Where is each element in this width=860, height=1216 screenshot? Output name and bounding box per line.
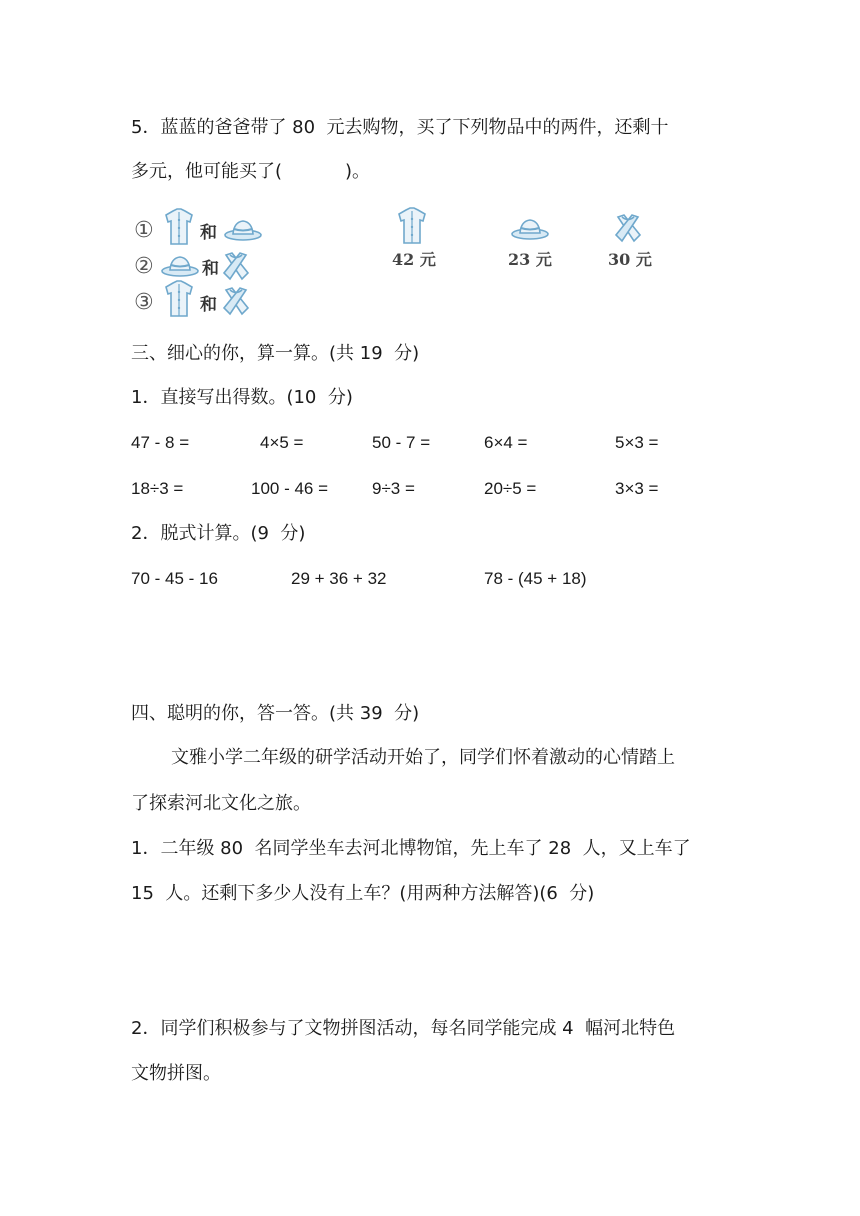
hat-icon <box>160 252 200 278</box>
section-3-title: 三、细心的你，算一算。(共 19 分) <box>131 343 420 364</box>
section-3-q1-title: 1．直接写出得数。(10 分) <box>131 387 353 408</box>
calc-item: 70 - 45 - 16 <box>131 569 218 588</box>
section-4-q1-line-2: 15 人。还剩下多少人没有上车？(用两种方法解答)(6 分) <box>131 883 595 904</box>
question-5-line-1: 5．蓝蓝的爸爸带了 80 元去购物，买了下列物品中的两件，还剩十 <box>131 117 669 138</box>
calc-item: 9÷3 = <box>372 479 415 498</box>
calc-item: 47 - 8 = <box>131 433 190 452</box>
calc-item: 6×4 = <box>484 433 528 452</box>
calc-item: 100 - 46 = <box>251 479 329 498</box>
shirt-icon <box>164 208 194 246</box>
calc-item: 78 - (45 + 18) <box>484 569 587 588</box>
hat-icon <box>510 214 550 242</box>
calc-item: 5×3 = <box>615 433 659 452</box>
and-label: 和 <box>200 295 217 315</box>
price-label: 42 元 <box>392 250 436 269</box>
calc-item: 50 - 7 = <box>372 433 431 452</box>
section-4-intro-line-2: 了探索河北文化之旅。 <box>131 793 311 814</box>
option-number: ③ <box>134 290 154 315</box>
section-4-intro-line-1: 文雅小学二年级的研学活动开始了，同学们怀着激动的心情踏上 <box>171 747 675 768</box>
option-number: ① <box>134 218 154 243</box>
section-4-q2-line-1: 2．同学们积极参与了文物拼图活动，每名同学能完成 4 幅河北特色 <box>131 1018 676 1039</box>
scarf-icon <box>614 212 642 244</box>
price-label: 30 元 <box>608 250 652 269</box>
scarf-icon <box>222 251 250 281</box>
calc-item: 29 + 36 + 32 <box>291 569 387 588</box>
section-4-title: 四、聪明的你，答一答。(共 39 分) <box>131 703 420 724</box>
option-number: ② <box>134 254 154 279</box>
calc-item: 4×5 = <box>260 433 304 452</box>
and-label: 和 <box>202 259 219 279</box>
shirt-icon <box>397 206 427 246</box>
calc-item: 18÷3 = <box>131 479 184 498</box>
and-label: 和 <box>200 223 217 243</box>
section-4-q1-line-1: 1．二年级 80 名同学坐车去河北博物馆，先上车了 28 人，又上车了 <box>131 838 691 859</box>
scarf-icon <box>222 286 250 316</box>
price-label: 23 元 <box>508 250 552 269</box>
question-5-line-2: 多元，他可能买了( )。 <box>131 161 370 182</box>
shirt-icon <box>164 280 194 318</box>
section-3-q2-title: 2．脱式计算。(9 分) <box>131 523 306 544</box>
hat-icon <box>223 216 263 242</box>
calc-item: 20÷5 = <box>484 479 537 498</box>
calc-item: 3×3 = <box>615 479 659 498</box>
section-4-q2-line-2: 文物拼图。 <box>131 1063 221 1084</box>
